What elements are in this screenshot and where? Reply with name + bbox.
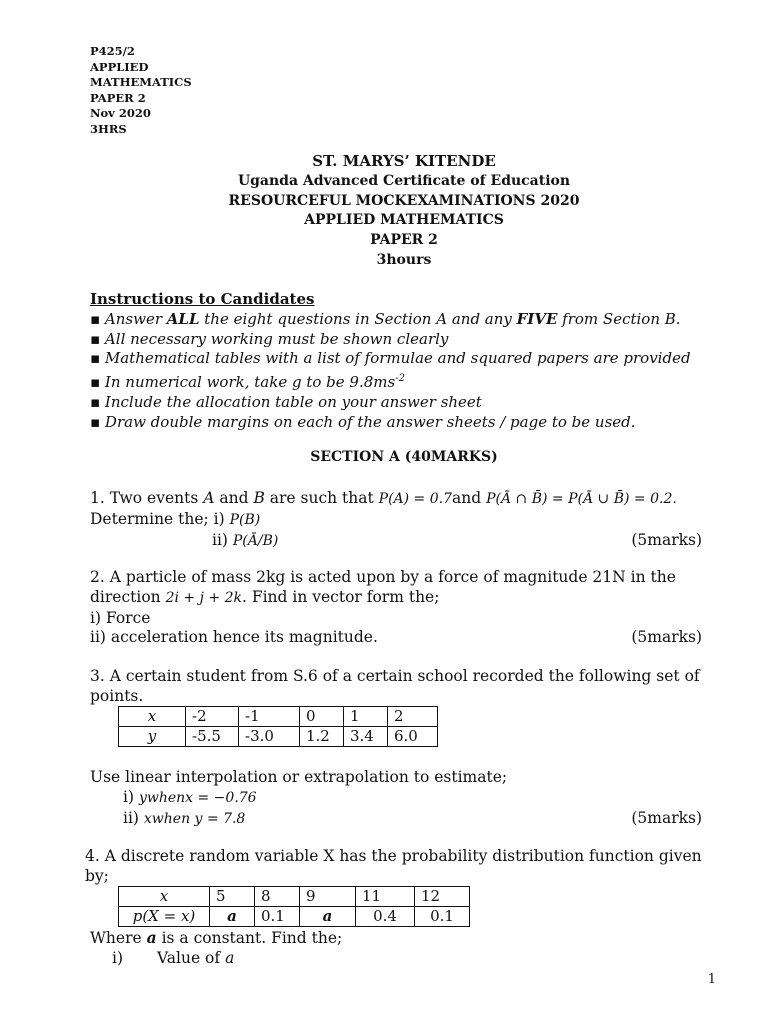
table-cell: y [119,727,186,747]
q3-marks: (5marks) [631,808,702,827]
q1-and-2: and [452,489,487,507]
q1-line-2 [90,510,710,531]
table-row [119,707,438,727]
q3-part-i-math: ywhenx = −0.76 [138,789,257,806]
q1-determine: Determine the; i) [90,509,230,528]
q2-line-2 [90,588,710,609]
q2-direction-vector: 2i + j + 2k [165,589,242,606]
q4-value-a: a [225,948,235,967]
certificate-title: Uganda Advanced Certificate of Education [237,172,571,189]
q1-line-1 [90,489,710,510]
paper-date: Nov 2020 [90,106,151,120]
instruction-4-text: ▪ In numerical work, take g to be 9.8ms [90,373,396,392]
question-1 [90,489,710,551]
q1-and: and [214,489,254,507]
table-cell: -3.0 [239,727,300,747]
q2-line-1: 2. A particle of mass 2kg is acted upon by a force of magnitude 21N in the [90,568,676,586]
q3-part-i: i) [123,787,139,806]
table-cell: -2 [186,707,239,727]
q1-line-3 [90,531,710,552]
table-cell: 3.4 [344,727,388,747]
duration-title: 3hours [376,251,432,268]
title-block [0,152,768,271]
question-4 [85,847,710,887]
q4-where: Where [90,929,147,947]
instruction-1-all: ALL [166,309,200,328]
q1-event-b: B [253,489,265,507]
table-cell: 1.2 [300,727,344,747]
q2-line-3: i) Force [90,608,151,627]
exam-title: RESOURCEFUL MOCKEXAMINATIONS 2020 [228,192,580,209]
paper-number: PAPER 2 [90,90,146,105]
table-cell: 5 [210,887,255,907]
table-cell: 6.0 [388,727,438,747]
page-number: 1 [707,972,716,987]
table-cell: x [119,887,210,907]
instructions-heading: Instructions to Candidates [90,290,315,308]
table-row [119,727,438,747]
q3-line-2: points. [90,686,144,705]
table-cell: a [300,907,356,927]
table-row [119,887,470,907]
q1-prob-a: P(A) = 0.7 [378,491,453,507]
question-3-parts [90,768,710,829]
q4-line-4 [90,949,710,969]
table-cell: -5.5 [186,727,239,747]
instructions [90,290,691,433]
table-cell: 11 [356,887,415,907]
instruction-1 [90,310,691,330]
instruction-6: ▪ Draw double margins on each of the answer sheets / page to be used. [90,412,636,431]
table-cell: 0.1 [255,907,300,927]
q1-event-a: A [203,489,215,507]
subject-title: APPLIED MATHEMATICS [304,212,504,229]
q2-direction-text: direction [90,587,166,606]
q3-points-table [118,706,438,747]
q4-line-3 [90,928,710,949]
question-3 [90,667,710,707]
school-name: ST. MARYS’ KITENDE [312,152,496,170]
table-cell: 12 [415,887,470,907]
q4-constant-a: a [146,928,157,947]
q4-value-of: Value of [157,948,226,967]
q4-find-text: is a constant. Find the; [156,929,343,947]
q2-marks: (5marks) [631,628,702,647]
q4-line-2: by; [85,866,109,885]
q2-find-text: . Find in vector form the; [241,587,440,606]
q1-part-ii: ii) [212,530,233,549]
q3-line-3: Use linear interpolation or extrapolation to estimate; [90,768,508,786]
q1-prob-cond: P(Ā/B) [232,532,279,549]
table-cell: 9 [300,887,356,907]
paper-duration: 3HRS [90,121,127,136]
q3-part-ii: ii) [123,808,144,827]
table-row [119,907,470,927]
instruction-4 [90,369,691,393]
table-cell: x [119,707,186,727]
question-4-parts [90,928,710,969]
q4-distribution-table [118,886,470,927]
table-cell: p(X = x) [119,907,210,927]
section-a-title: SECTION A (40MARKS) [310,449,498,465]
q4-part-i: i) [112,948,124,967]
paper-code: P425/2 [90,44,135,58]
instruction-2: ▪ All necessary working must be shown clearly [90,329,449,348]
q3-line-5 [90,809,710,830]
q2-line-4 [90,628,710,648]
table-cell: 0 [300,707,344,727]
table-cell: 8 [255,887,300,907]
q1-prob-union: P(Ā ∩ B̄) = P(Ā ∪ B̄) = 0.2. [486,491,677,507]
q3-line-1: 3. A certain student from S.6 of a certain school recorded the following set of [90,667,700,685]
instruction-3: ▪ Mathematical tables with a list of formulae and squared papers are provided [90,349,691,368]
instruction-1-mid: the eight questions in Section A and any [199,309,517,328]
instruction-1-end: from Section B. [557,309,681,328]
table-cell: 1 [344,707,388,727]
q2-acceleration: ii) acceleration hence its magnitude. [90,628,378,647]
q1-text-mid: are such that [264,489,379,507]
q3-part-ii-math: xwhen y = 7.8 [143,810,246,827]
q1-prob-b: P(B) [229,511,261,528]
question-2 [90,568,710,648]
paper-header [90,44,192,137]
q1-text: 1. Two events [90,489,204,507]
instruction-1-five: FIVE [516,309,558,328]
table-cell: 2 [388,707,438,727]
table-cell: -1 [239,707,300,727]
instruction-4-sup: -2 [395,373,405,385]
table-cell: a [210,907,255,927]
table-cell: 0.1 [415,907,470,927]
q4-line-1: 4. A discrete random variable X has the probability distribution function given [85,847,702,865]
instruction-5: ▪ Include the allocation table on your answer sheet [90,392,482,411]
q3-line-4 [90,788,710,809]
q1-marks: (5marks) [631,530,702,549]
paper-subject-2: MATHEMATICS [90,75,192,89]
table-cell: 0.4 [356,907,415,927]
paper-subject-1: APPLIED [90,59,149,74]
instruction-1-text: ▪ Answer [90,309,167,328]
paper-title: PAPER 2 [370,232,438,249]
